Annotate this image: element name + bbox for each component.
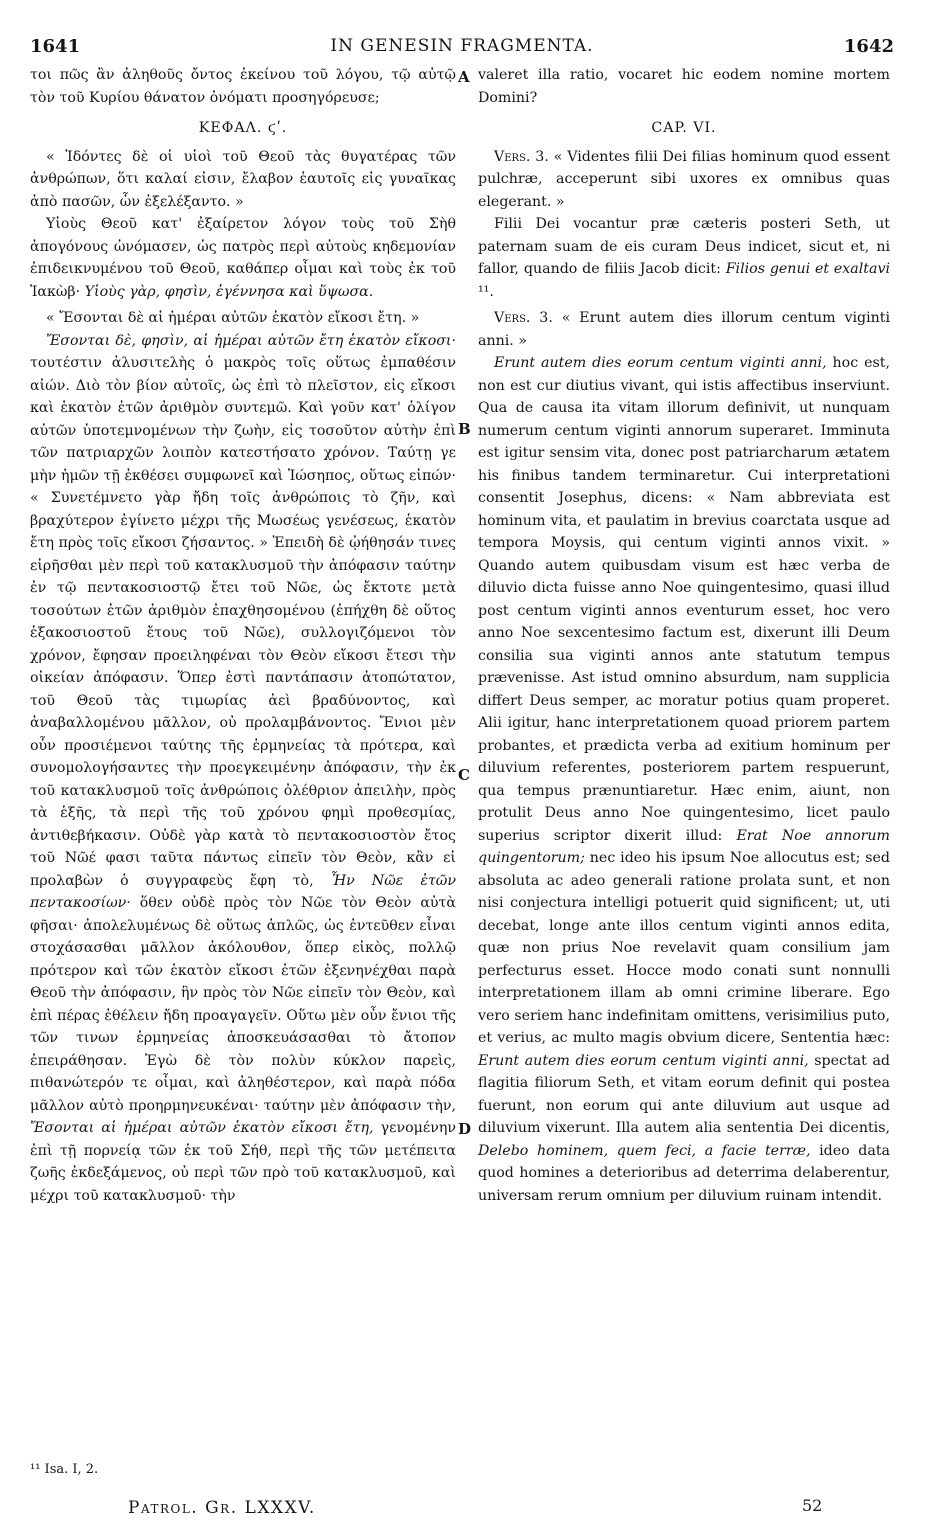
greek-chapter-heading: ΚΕΦΑΛ. ϛʹ. [198, 120, 288, 136]
latin-text: hoc est, non est cur diutius vivant, qui istis affectibus inserviunt. Qua de causa ita vitam illorum definivit, ut nunquam numerum centum viginti annorum superaret. Imminuta est igitur sensim vita, donec post patriarcharum ætatem his finibus tandem terminaretur. Cui interpretationi consentit Josephus, dicens: « Nam abbreviata est hominum vita, et paulatim in brevius coarctata usque ad tempora Moysis, qui centum viginti annos vixit. » Quando autem quibusdam visum est hæc verba de diluvio dicta fuisse anno Noe quingentesimo, quasi illud post centum viginti annos eventurum esset, hoc vero anno Noe sexcentesimo factum est, dixerunt illi Deum consilia sua viginti annos ante statutum tempus prævenisse. Ast istud omnino absurdum, nam supplicia differt Deus semper, ac moratur potius quam properet. Alii igitur, hanc interpretationem quoad priorem partem probantes, et prædicta verba ad exitium hominum per diluvium referentes, posteriorem partem respuerunt, qua tempus prænuntiaretur. Hæc enim, aiunt, non protulit Deus anno Noe quingentesimo, licet paulo superius scriptor dixerit illud: [478, 355, 890, 844]
latin-verse-2 [478, 307, 890, 352]
latin-continuation: valeret illa ratio, vocaret hic eodem nomine mortem Domini? [478, 67, 890, 106]
greek-paragraph-sons-of-god [30, 213, 456, 303]
right-column-number: 1642 [843, 36, 894, 57]
signature-mark: Patrol. Gr. LXXXV. [128, 1498, 316, 1518]
greek-verse-2: « Ἔσονται δὲ αἱ ἡμέραι αὐτῶν ἑκατὸν εἴκοσι ἔτη. » [46, 310, 420, 326]
greek-column [30, 64, 456, 1207]
footnote-ref: ¹¹. [478, 283, 494, 300]
left-column-number: 1641 [30, 36, 81, 57]
margin-marker-c: C [458, 766, 470, 784]
greek-quote: Ἔσονται αἱ ἡμέραι αὐτῶν ἑκατὸν εἴκοσι ἔτη, [30, 1120, 374, 1136]
latin-quote: Erunt autem dies eorum centum viginti anni, [494, 355, 827, 371]
greek-verse-1: « Ἰδόντες δὲ οἱ υἱοὶ τοῦ Θεοῦ τὰς θυγατέρας τῶν ἀνθρώπων, ὅτι καλαί εἰσιν, ἔλαβον ἑαυτοῖς εἰς γυναῖκας ἀπὸ πασῶν, ὧν ἐξελέξαντο. » [30, 148, 456, 210]
margin-marker-a: A [458, 68, 470, 86]
greek-continuation: τοι πῶς ἂν ἀληθοῦς ὄντος ἐκείνου τοῦ λόγου, τῷ αὐτῷ τὸν τοῦ Κυρίου θάνατον ὀνόματι προσηγόρευσε; [30, 67, 456, 106]
greek-text: ὅθεν οὐδὲ πρὸς τὸν Νῶε τὸν Θεὸν αὐτὰ φῆσαι· ἀπολελυμένως δὲ οὕτως ἁπλῶς, ὡς ἐντεῦθεν εἶναι στοχάσασθαι μᾶλλον ἀκόλουθον, ὅπερ εἰκὸς, πολλῷ πρότερον καὶ τῶν ἑκατὸν εἴκοσι ἐτῶν ἐξενηνέχθαι παρὰ Θεοῦ τὴν ἀπόφασιν, ἣν πρὸς τὸν Νῶε εἰπεῖν τὸν Θεὸν, καὶ ἐπὶ πέρας ἐθέλειν ἤδη προαγαγεῖν. Οὕτω μὲν οὖν ἔνιοι τῆς τῶν τινων ἑρμηνείας ἀποσκευάσασθαι τὸ ἄτοπον ἐπειράθησαν. Ἐγὼ δὲ τὸν πολὺν κύκλον παρεὶς, πιθανώτερόν τε οἶμαι, καὶ ἀληθέστερον, καὶ παρὰ πόδα μᾶλλον αὐτὸ προηρμηνευκέναι· ταύτην μὲν ἀπόφασιν τὴν, [30, 895, 456, 1114]
latin-text: ideo data quod homines a deterioribus ad deterrima delaberentur, universam rerum omnium per diluvium ruinam intendit. [478, 1142, 890, 1204]
verse-text: « Erunt autem dies illorum centum viginti anni. » [478, 310, 890, 349]
latin-quote: Delebo hominem, quem feci, a facie terræ, [478, 1142, 811, 1159]
greek-text: τουτέστιν ἀλυσιτελὴς ὁ μακρὸς τοῖς οὕτως ἐμπαθέσιν αἰών. Διὸ τὸν βίον αὐτοῖς, ὡς ἐπὶ τὸ πλεῖστον, εἰς εἴκοσι καὶ ἑκατὸν ἐτῶν ἀριθμὸν συντεμῶ. Καὶ γοῦν κατ' ὀλίγον αὐτῶν ὑποτεμνομένων τὴν ζωὴν, εἰς τοσοῦτον αὐτὴν ἐπὶ τῶν πατριαρχῶν λοιπὸν κατεστήσατο χρόνον. Ταύτῃ γε μὴν ἡμῶν τῇ ἐκθέσει συμφωνεῖ καὶ Ἰώσηπος, οὕτως εἰπών· « Συνετέμνετο γὰρ ἤδη τοῖς ἀνθρώποις τὸ ζῆν, καὶ βραχύτερον ἐγίνετο μέχρι τῆς Μωσέως γενέσεως, ἑκατὸν ἔτη πρὸς τοῖς εἴκοσι ζήσαντος. » Ἐπειδὴ δὲ ᾠήθησάν τινες εἰρῆσθαι μὲν περὶ τοῦ κατακλυσμοῦ τὴν ἀπόφασιν ταύτην ἐν τῷ πεντακοσιοστῷ ἔτει τοῦ Νῶε, ὡς ἔκτοτε μετὰ τοσούτων ἐτῶν ἀριθμὸν ἐπαχθησομένου (ἐπήχθη δὲ οὕτος ἑξακοσιοστοῦ ἔτους τοῦ Νῶε), συλλογιζόμενοι τὸν χρόνον, ἔφησαν προειληφέναι τὸν Θεὸν εἴκοσι ἔτεσι τὴν οἰκείαν ἀπόφασιν. Ὅπερ ἐστὶ παντάπασιν ἀτοπώτατον, τοῦ Θεοῦ τὰς τιμωρίας ἀεὶ βραδύνοντος, καὶ ἀναβαλλομένου μᾶλλον, οὐ προλαμβάνοντος. Ἔνιοι μὲν οὖν προσιέμενοι ταύτης τῆς ἑρμηνείας τὰ πρότερα, καὶ συνομολογήσαντες τὴν προεγκειμένην ἀπόφασιν, τὴν ἐκ τοῦ κατακλυσμοῦ τοῖς ἀνθρώποις ὀλέθριον ἀπειλὴν, πρὸς τὰ ἑξῆς, τὰ περὶ τῆς τοῦ χρόνου φημὶ προθεσμίας, ἀντιθεβήκασιν. Οὐδὲ γὰρ κατὰ τὸ πεντακοσιοστὸν ἔτος τοῦ Νῶέ φασι ταῦτα πάντως εἰπεῖν τὸν Θεὸν, κἂν εἰ προλαβὼν ὁ συγγραφεὺς ἔφη τὸ, [30, 355, 456, 889]
latin-quote: Erat Noe annorum quingentorum; [478, 827, 891, 866]
latin-text: Filii Dei vocantur præ cæteris posteri Seth, ut paternam suam de eis curam Deus indicet, sicut et, ni fallor, quando de filiis Jacob dicit: [478, 216, 890, 277]
footnote: ¹¹ Isa. I, 2. [30, 1462, 99, 1477]
latin-verse-1 [478, 146, 890, 214]
verse-label: Vers. 3. [494, 148, 549, 165]
verse-label: Vers. 3. [494, 310, 553, 326]
greek-quote: Υἱοὺς γὰρ, φησὶν, ἐγέννησα καὶ ὕψωσα. [84, 283, 374, 300]
running-header [30, 36, 894, 60]
margin-marker-d: D [458, 1120, 472, 1138]
latin-text: nec ideo his ipsum Noe allocutus est; sed absoluta ac adeo generali ratione prolata sunt, et non nisi conjectura intelligi potuerit quid significent; ut, uti decebat, longe ante illos centum viginti annos edita, quæ non prius Noe revelavit quam consilium jam perfecturus esset. Hocce modo conati sunt nonnulli interpretationem illam ab omni crimine liberare. Ego vero seriem hanc indefinitam omittens, verisimilius puto, et verius, ac multo magis obvium dicere, Sententia hæc: [478, 850, 890, 1046]
latin-quote: Erunt autem dies eorum centum viginti anni, [478, 1052, 809, 1069]
page-number: 52 [802, 1496, 823, 1515]
latin-chapter-heading: CAP. VI. [651, 120, 717, 136]
latin-paragraph-commentary [478, 352, 890, 1207]
greek-text: Υἱοὺς Θεοῦ κατ' ἐξαίρετον λόγον τοὺς τοῦ Σὴθ ἀπογόνους ὠνόμασεν, ὡς πατρὸς περὶ αὐτοὺς κηδεμονίαν ἐπιδεικνυμένου τοῦ Θεοῦ, καθάπερ οἶμαι καὶ τοὺς ἐκ τοῦ Ἰακὼβ· [30, 216, 456, 300]
verse-text: « Videntes filii Dei filias hominum quod essent pulchræ, acceperunt sibi uxores ex omnibus quas elegerant. » [478, 148, 891, 210]
greek-text: γενομένην ἐπὶ τῇ πορνείᾳ τῶν ἐκ τοῦ Σήθ, περὶ τῆς τῶν μετέπειτα ζωῆς ἐκδεξάμενος, οὐ περὶ τῶν πρὸ τοῦ κατακλυσμοῦ, καὶ μέχρι τοῦ κατακλυσμοῦ· τὴν [30, 1120, 456, 1204]
greek-paragraph-commentary [30, 330, 456, 1208]
latin-paragraph-sons-of-god [478, 213, 890, 303]
margin-marker-b: B [458, 420, 471, 438]
latin-text: spectat ad flagitia filiorum Seth, et vitam eorum definit qui postea fuerunt, non eorum qui ante diluvium aut usque ad diluvium vixerunt. Illa autem alia sententia Dei dicentis, [478, 1052, 890, 1136]
running-title: IN GENESIN FRAGMENTA. [330, 36, 594, 56]
greek-quote: Ἔσονται δὲ, φησὶν, αἱ ἡμέραι αὐτῶν ἔτη ἑκατὸν εἴκοσι· [46, 332, 456, 349]
greek-quote: Ἦν Νῶε ἐτῶν πεντακοσίων· [30, 872, 457, 911]
latin-column [478, 64, 890, 1207]
latin-quote: Filios genui et exaltavi [720, 261, 891, 277]
